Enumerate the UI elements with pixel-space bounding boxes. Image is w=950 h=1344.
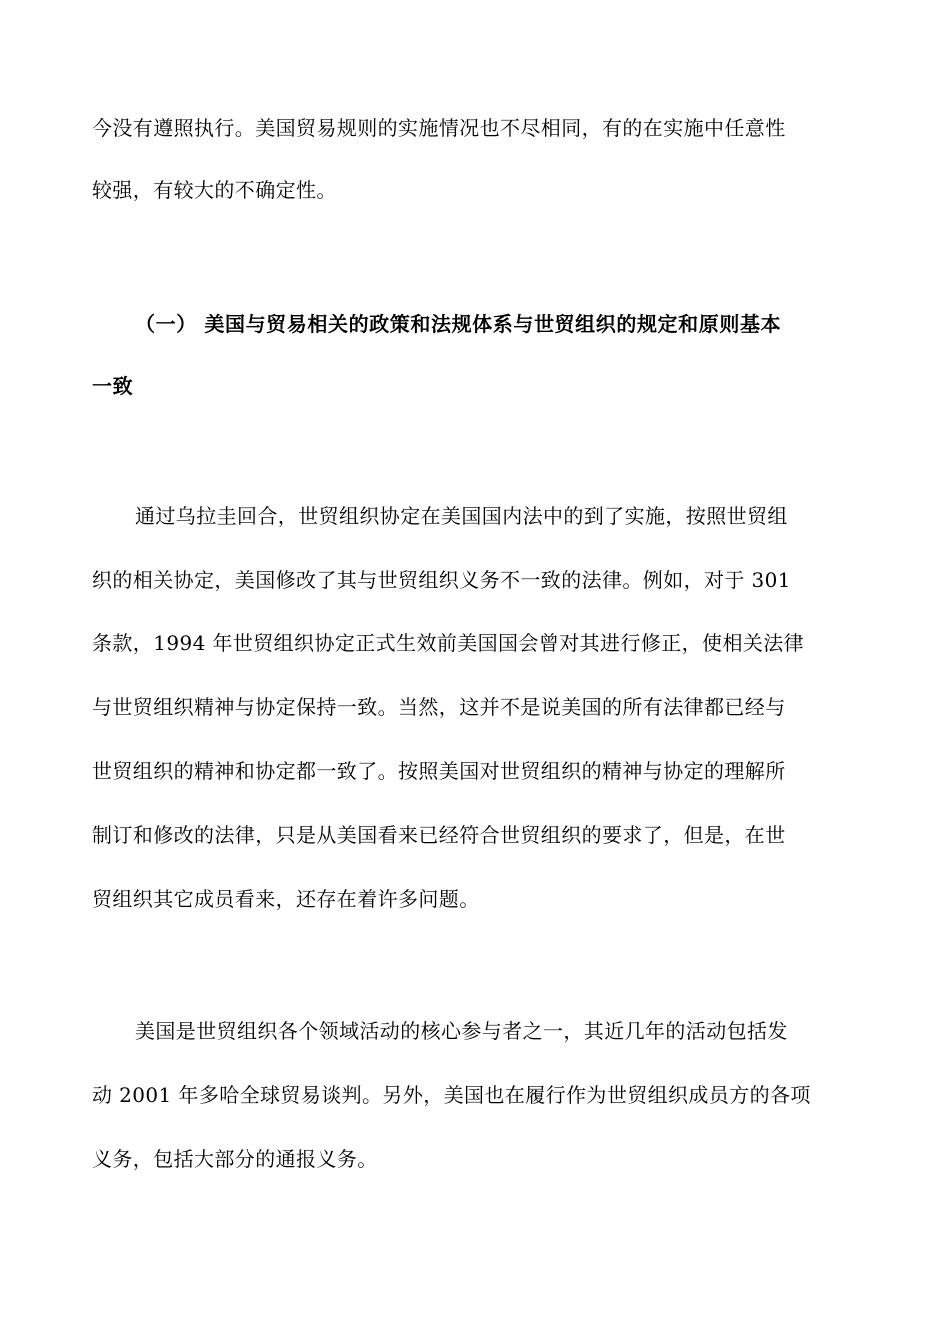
- paragraph-1-line-1: 通过乌拉圭回合，世贸组织协定在美国国内法中的到了实施，按照世贸组: [135, 504, 788, 528]
- section-heading-line-1: （一） 美国与贸易相关的政策和法规体系与世贸组织的规定和原则基本: [135, 312, 782, 336]
- paragraph-1-line-5: 世贸组织的精神和协定都一致了。按照美国对世贸组织的精神与协定的理解所: [92, 759, 786, 783]
- paragraph-2-line-1: 美国是世贸组织各个领域活动的核心参与者之一，其近几年的活动包括发: [135, 1019, 788, 1043]
- paragraph-1-line-6: 制订和修改的法律，只是从美国看来已经符合世贸组织的要求了，但是，在世: [92, 823, 786, 847]
- section-heading-line-2: 一致: [92, 374, 134, 398]
- paragraph-1-line-4: 与世贸组织精神与协定保持一致。当然，这并不是说美国的所有法律都已经与: [92, 695, 786, 719]
- paragraph-1-line-2: 织的相关协定，美国修改了其与世贸组织义务不一致的法律。例如，对于 301: [92, 568, 791, 592]
- paragraph-1-line-3: 条款，1994 年世贸组织协定正式生效前美国国会曾对其进行修正，使相关法律: [92, 631, 805, 655]
- paragraph-2-line-2: 动 2001 年多哈全球贸易谈判。另外，美国也在履行作为世贸组织成员方的各项: [92, 1083, 811, 1107]
- continued-paragraph-line-2: 较强，有较大的不确定性。: [92, 178, 337, 202]
- continued-paragraph-line-1: 今没有遵照执行。美国贸易规则的实施情况也不尽相同，有的在实施中任意性: [92, 116, 786, 140]
- paragraph-2-line-3: 义务，包括大部分的通报义务。: [92, 1147, 378, 1171]
- paragraph-1-line-7: 贸组织其它成员看来，还存在着许多问题。: [92, 887, 480, 911]
